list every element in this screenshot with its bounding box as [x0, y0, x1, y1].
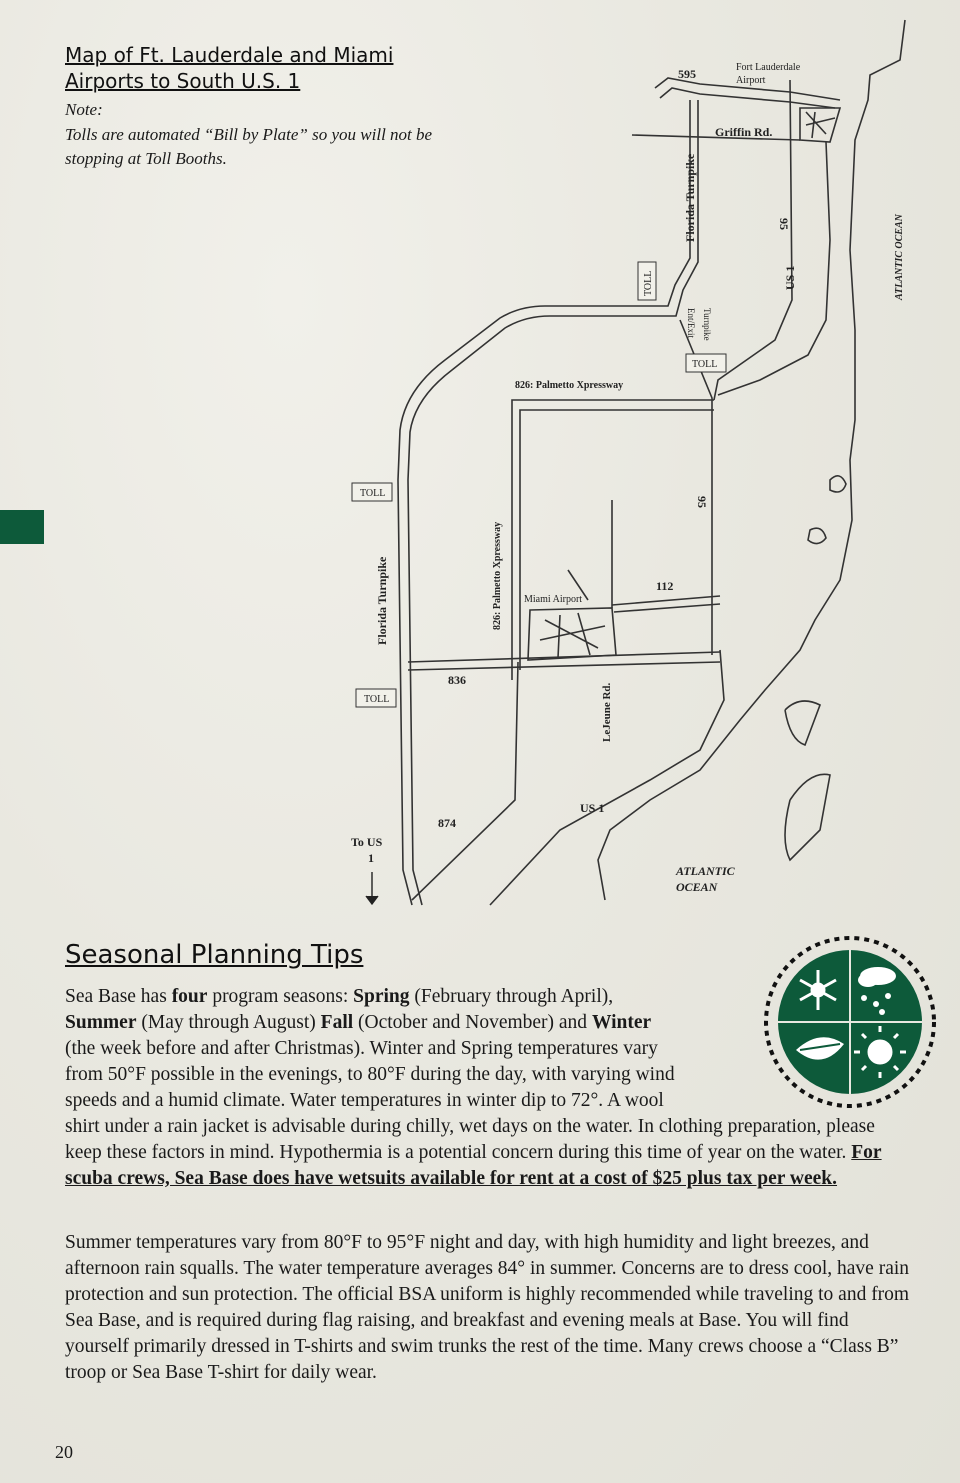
page-number: 20	[55, 1442, 73, 1462]
label-i95-south: 95	[695, 496, 709, 508]
r874-road	[412, 662, 518, 900]
map-title: Map of Ft. Lauderdale and Miami Airports to South U.S. 1	[65, 43, 394, 93]
label-us1-south: US 1	[580, 801, 605, 815]
paragraph-seasons: Sea Base has four program seasons: Spring (February through April), Summer (May through August) Fall (October and November) and Winter (the week before and after Christmas). Winter and Spring temperatures vary from 50°F possible in the evenings, to 80°F during the day, with varying wind speeds and a humid climate. Water temperatures in winter dip to 72°. A wool shirt under a rain jacket is advisable during chilly, wet days on the water. In clothing preparation, please keep these factors in mind. Hypothermia is a potential concern during this time of year on the water. For scuba crews, Sea Base does have wetsuits available for rent at a cost of $25 plus tax per week.	[65, 986, 882, 1189]
label-to-us1-2: 1	[368, 851, 374, 865]
road-map	[340, 15, 920, 910]
label-turnpike-north: Florida Turnpike	[683, 153, 697, 242]
toll-label: TOLL	[692, 359, 718, 370]
coastline	[598, 20, 905, 900]
label-us1-north: US 1	[783, 265, 797, 290]
label-atlantic-north: ATLANTIC OCEAN	[894, 214, 905, 300]
label-griffin: Griffin Rd.	[715, 125, 773, 139]
label-836: 836	[448, 673, 466, 687]
label-874: 874	[438, 816, 456, 830]
palmetto-road	[512, 400, 714, 680]
label-turnpike-south: Florida Turnpike	[375, 556, 389, 645]
label-palmetto-top: 826: Palmetto Xpressway	[515, 380, 624, 391]
seasons-emblem	[760, 932, 940, 1112]
label-fll-airport-1: Fort Lauderdale	[736, 62, 801, 73]
label-112: 112	[656, 579, 674, 593]
paragraph-summer: Summer temperatures vary from 80°F to 95°F night and day, with high humidity and light breezes, and afternoon rain squalls. The water temperature averages 84° in summer. Concerns are to dress cool, have rain protection and sun protection. The official BSA uniform is highly recommended while traveling to and from Sea Base, and is required during flag raising, and breakfast and evening meals at Base. You will find yourself primarily dressed in T-shirts and swim trunks the rest of the time. Many crews choose a “Class B” troop or Sea Base T-shirt for daily wear.	[65, 1232, 910, 1383]
r836-road	[408, 652, 720, 662]
wetsuit-notice: For scuba crews, Sea Base does have wetsuits available for rent at a cost of $25 plus tax per week.	[65, 1142, 882, 1189]
label-lejeune: LeJeune Rd.	[601, 682, 613, 742]
note-label: Note:	[65, 100, 103, 119]
us1-road	[718, 142, 830, 395]
toll-label: TOLL	[643, 270, 654, 296]
side-tab-marker	[0, 510, 44, 544]
label-atlantic-south-1: ATLANTIC	[676, 864, 735, 878]
label-to-us1-1: To US	[351, 835, 383, 849]
note-text: Tolls are automated “Bill by Plate” so you will not be stopping at Toll Booths.	[65, 125, 433, 168]
label-palmetto-side: 826: Palmetto Xpressway	[492, 521, 503, 630]
label-turnpike-exit-1: Turnpike	[702, 308, 712, 341]
toll-label: TOLL	[364, 694, 390, 705]
toll-label: TOLL	[360, 488, 386, 499]
label-miami-airport: Miami Airport	[524, 594, 583, 605]
label-595: 595	[678, 67, 696, 81]
label-i95-north: 95	[777, 218, 791, 230]
r112-road	[612, 596, 720, 605]
label-fll-airport-2: Airport	[736, 75, 766, 86]
turnpike-road	[398, 100, 690, 905]
section-title: Seasonal Planning Tips	[65, 940, 364, 970]
label-atlantic-south-2: OCEAN	[676, 880, 718, 894]
label-turnpike-exit-2: Ent/Exit	[686, 308, 696, 338]
